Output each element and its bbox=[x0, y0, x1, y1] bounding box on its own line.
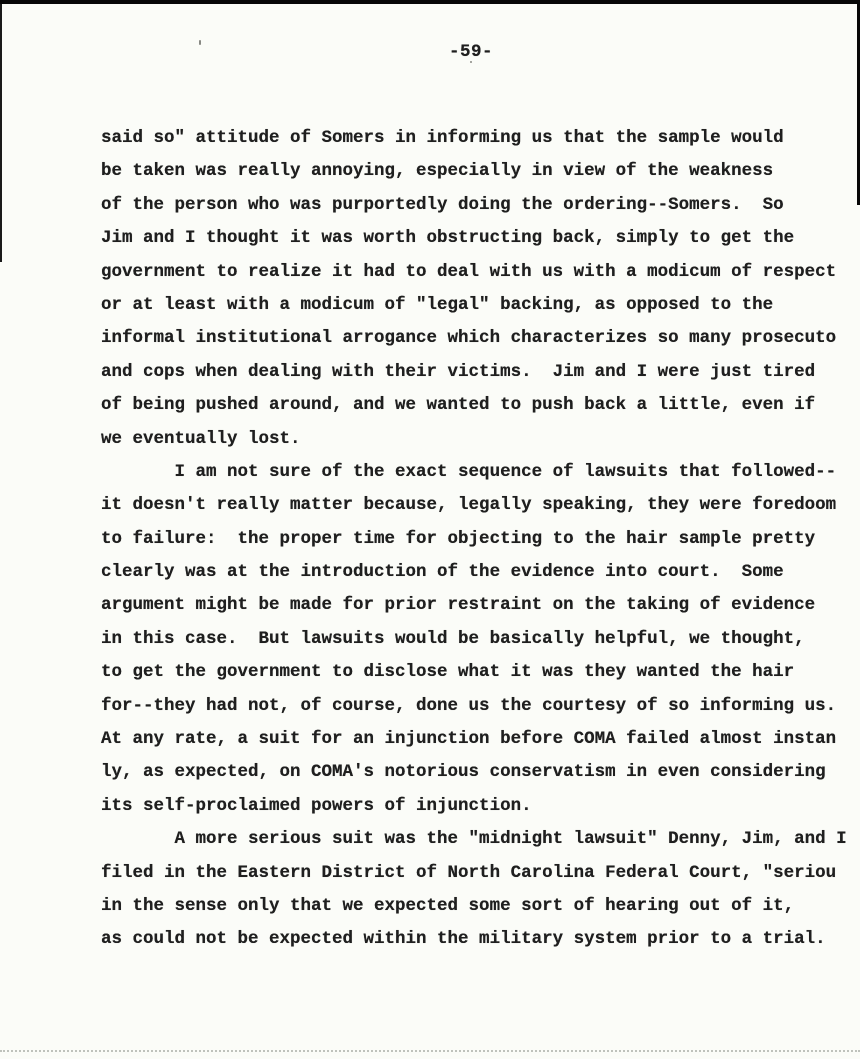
text-line: its self-proclaimed powers of injunction. bbox=[101, 795, 532, 816]
text-line: argument might be made for prior restraint on the taking of evidence bbox=[101, 595, 816, 616]
text-line: Jim and I thought it was worth obstructing back, simply to get the bbox=[101, 228, 795, 249]
page-number: -59- bbox=[449, 42, 494, 62]
text-line: of the person who was purportedly doing the ordering--Somers. So bbox=[101, 194, 784, 215]
text-line: of being pushed around, and we wanted to push back a little, even if bbox=[101, 395, 816, 416]
text-line: I am not sure of the exact sequence of lawsuits that followed-- bbox=[101, 461, 837, 482]
scan-bottom-line-artifact bbox=[0, 1050, 860, 1052]
text-line: as could not be expected within the military system prior to a trial. bbox=[101, 929, 826, 950]
scan-edge-top-artifact bbox=[0, 0, 860, 4]
text-line: ly, as expected, on COMA's notorious conservatism in even considering bbox=[101, 762, 826, 783]
text-line: for--they had not, of course, done us the courtesy of so informing us. bbox=[101, 695, 837, 716]
text-line: clearly was at the introduction of the evidence into court. Some bbox=[101, 562, 784, 583]
text-line: it doesn't really matter because, legally speaking, they were foredoom bbox=[101, 495, 837, 516]
text-line: A more serious suit was the "midnight lawsuit" Denny, Jim, and I bbox=[101, 829, 847, 850]
paragraph bbox=[101, 456, 853, 823]
text-line: At any rate, a suit for an injunction before COMA failed almost instan bbox=[101, 729, 837, 750]
text-line: to failure: the proper time for objecting to the hair sample pretty bbox=[101, 528, 816, 549]
text-line: and cops when dealing with their victims. Jim and I were just tired bbox=[101, 361, 816, 382]
text-line: informal institutional arrogance which characterizes so many prosecuto bbox=[101, 328, 837, 349]
document-body bbox=[101, 122, 853, 957]
text-line: in the sense only that we expected some sort of hearing out of it, bbox=[101, 895, 795, 916]
paragraph bbox=[101, 823, 853, 957]
text-line: said so" attitude of Somers in informing us that the sample would bbox=[101, 128, 784, 148]
text-line: filed in the Eastern District of North Carolina Federal Court, "seriou bbox=[101, 862, 837, 883]
scan-edge-left-artifact bbox=[0, 0, 2, 262]
text-line: or at least with a modicum of "legal" backing, as opposed to the bbox=[101, 294, 774, 315]
paragraph bbox=[101, 122, 853, 456]
scan-speck bbox=[199, 40, 201, 45]
text-line: we eventually lost. bbox=[101, 428, 301, 449]
text-line: be taken was really annoying, especially in view of the weakness bbox=[101, 161, 774, 182]
text-line: government to realize it had to deal with us with a modicum of respect bbox=[101, 261, 837, 282]
text-line: to get the government to disclose what it was they wanted the hair bbox=[101, 662, 795, 683]
text-line: in this case. But lawsuits would be basically helpful, we thought, bbox=[101, 628, 805, 649]
